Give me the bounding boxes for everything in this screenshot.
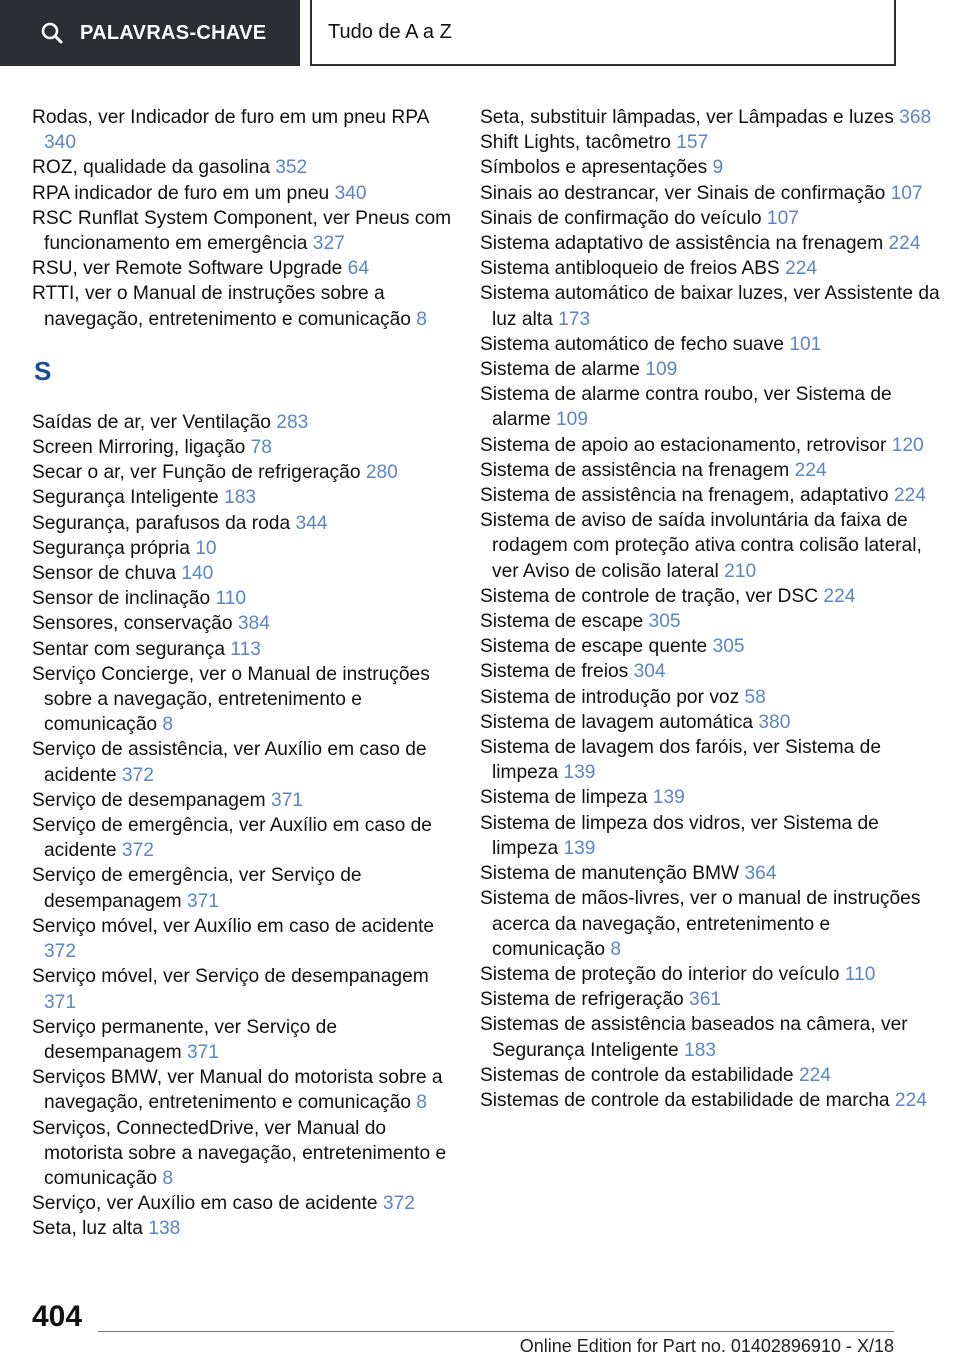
page-link[interactable]: 78 [250, 437, 272, 459]
index-entry [32, 586, 452, 611]
page-link[interactable]: 352 [275, 157, 308, 179]
index-entry-text: Sistema de introdução por voz [480, 686, 740, 708]
page-link[interactable]: 283 [276, 411, 309, 433]
page-link[interactable]: 138 [148, 1218, 181, 1240]
index-entry-text: RSC Runflat System Component, ver Pneus com funcionamento em emergência [32, 207, 452, 255]
page-link[interactable]: 140 [181, 563, 214, 585]
section-letter: S [34, 355, 52, 386]
page-link[interactable]: 372 [382, 1193, 415, 1215]
page-link[interactable]: 224 [798, 1064, 831, 1086]
page-link[interactable]: 224 [823, 585, 856, 607]
page-link[interactable]: 9 [712, 157, 724, 179]
index-entry [32, 105, 452, 155]
index-entry-text: Sistema automático de fecho suave [480, 333, 784, 355]
index-entry-text: Serviço de assistência, ver Auxílio em caso de acidente [32, 739, 427, 786]
index-entry-text: Sistema de apoio ao estacionamento, retrovisor [480, 434, 887, 456]
index-entry [32, 511, 452, 536]
index-entry [32, 536, 452, 561]
page-link[interactable]: 361 [689, 989, 722, 1011]
index-entry [480, 458, 940, 483]
index-entry [480, 231, 940, 256]
page-link[interactable]: 372 [121, 840, 154, 862]
index-entry [32, 1191, 452, 1216]
page-link[interactable]: 107 [766, 207, 799, 229]
index-entry [32, 1216, 452, 1241]
index-entry-text: Sistema de limpeza [480, 787, 648, 809]
search-icon [40, 21, 64, 45]
index-entry-text: RTTI, ver o Manual de instruções sobre a navegação, entretenimento e comunicação [32, 283, 411, 330]
index-entry-text: Serviço de emergência, ver Serviço de desempanagem [32, 865, 362, 912]
page-link[interactable]: 139 [652, 787, 685, 809]
index-entry [32, 914, 452, 964]
page-link[interactable]: 8 [162, 714, 174, 736]
page-link[interactable]: 380 [758, 711, 791, 733]
index-entry [480, 357, 940, 382]
page-link[interactable]: 8 [416, 308, 427, 330]
index-entry-text: Sinais de confirmação do veículo [480, 207, 762, 229]
index-entry [32, 863, 452, 913]
page-link[interactable]: 8 [162, 1167, 174, 1189]
index-entry-text: Serviço de desempanagem [32, 789, 266, 811]
page-link[interactable]: 58 [744, 686, 766, 708]
index-entry [32, 485, 452, 510]
index-entry-text: Sistema de mãos-livres, ver o manual de instruções acerca da navegação, entretenimento e comunicação [480, 888, 921, 960]
page-link[interactable]: 8 [416, 1092, 427, 1114]
page-link[interactable]: 139 [563, 762, 596, 784]
index-entry-text: Serviço permanente, ver Serviço de desempanagem [32, 1016, 338, 1063]
index-entry [32, 435, 452, 460]
index-entry [32, 637, 452, 662]
index-entry [480, 105, 940, 130]
index-entry-text: Screen Mirroring, ligação [32, 437, 246, 459]
index-entry-text: Serviço móvel, ver Auxílio em caso de acidente [32, 915, 435, 937]
index-entry-text: Sistema de freios [480, 661, 629, 683]
index-entry-text: Sensor de chuva [32, 563, 176, 585]
index-entry-text: RPA indicador de furo em um pneu [32, 182, 330, 204]
index-entry-text: Símbolos e apresentações [480, 157, 708, 179]
page-link[interactable]: 173 [558, 308, 591, 330]
index-entry-text: Serviços BMW, ver Manual do motorista sobre a navegação, entretenimento e comunicação [32, 1067, 443, 1114]
index-entry-text: Serviço de emergência, ver Auxílio em caso de acidente [32, 815, 432, 862]
index-entry [32, 737, 452, 787]
index-entry-text: Rodas, ver Indicador de furo em um pneu RPA [32, 107, 429, 128]
page-link[interactable]: 305 [712, 636, 745, 658]
index-entry [480, 609, 940, 634]
page-link[interactable]: 327 [312, 233, 345, 255]
index-entry [480, 710, 940, 735]
index-entry-text: Saídas de ar, ver Ventilação [32, 411, 271, 433]
index-column-left [32, 105, 452, 1242]
page-link[interactable]: 8 [610, 938, 622, 960]
page-link[interactable]: 371 [270, 789, 303, 811]
index-entry [480, 735, 940, 785]
index-entry [480, 181, 940, 206]
index-entry-text: Serviço, ver Auxílio em caso de acidente [32, 1193, 378, 1215]
index-entry-text: Sistema automático de baixar luzes, ver Assistente da luz alta [480, 283, 940, 330]
index-entry [32, 256, 452, 281]
index-entry-text: Sistema antibloqueio de freios ABS [480, 258, 780, 280]
page-link[interactable]: 304 [633, 661, 666, 683]
page-link[interactable]: 372 [121, 764, 154, 786]
page-number: 404 [32, 1300, 83, 1333]
page-link[interactable]: 224 [785, 258, 818, 280]
index-entry [480, 256, 940, 281]
page-link[interactable]: 344 [295, 512, 328, 534]
index-entry-text: Sensores, conservação [32, 613, 233, 635]
index-entry [32, 662, 452, 738]
index-entry [32, 611, 452, 636]
page-link[interactable]: 10 [195, 537, 217, 559]
page-link[interactable]: 384 [237, 613, 270, 635]
page-link[interactable]: 139 [563, 837, 596, 859]
index-entry-text: Segurança, parafusos da roda [32, 512, 291, 534]
index-entry [480, 785, 940, 810]
page-link[interactable]: 109 [556, 409, 589, 431]
index-entry [480, 1063, 940, 1088]
index-entry-text: Shift Lights, tacômetro [480, 132, 671, 154]
page-link[interactable]: 183 [684, 1039, 717, 1061]
page-link[interactable]: 371 [44, 991, 77, 1013]
edition-footer: Online Edition for Part no. 01402896910 - X/18 [519, 1336, 894, 1356]
index-entry [480, 155, 940, 180]
index-entry-text: Sistema de lavagem dos faróis, ver Sistema de limpeza [480, 737, 881, 784]
index-entry [480, 483, 940, 508]
index-entry [480, 508, 940, 584]
page-link[interactable]: 224 [893, 485, 926, 507]
keywords-tab[interactable] [0, 0, 300, 66]
index-entry-text: Sistema de escape quente [480, 636, 708, 658]
index-entry [480, 584, 940, 609]
index-entry-text: Sistema de alarme contra roubo, ver Sistema de alarme [480, 384, 892, 431]
index-entry-text: Serviço móvel, ver Serviço de desempanagem [32, 966, 429, 988]
index-entry [32, 561, 452, 586]
index-entry-text: Segurança própria [32, 537, 190, 559]
page-link[interactable]: 183 [224, 487, 257, 509]
page-link[interactable]: 368 [899, 107, 932, 128]
index-entry [480, 685, 940, 710]
index-entry [480, 206, 940, 231]
keywords-tab-label: PALAVRAS-CHAVE [80, 21, 267, 44]
az-index-tab-label: Tudo de A a Z [328, 20, 452, 43]
index-entry [32, 813, 452, 863]
index-entry [480, 1012, 940, 1062]
index-entry [480, 811, 940, 861]
index-entry-text: Sistema adaptativo de assistência na frenagem [480, 233, 884, 255]
page-link[interactable]: 113 [230, 638, 261, 660]
index-entry [32, 964, 452, 1014]
index-entry [480, 332, 940, 357]
index-entry-text: Serviço Concierge, ver o Manual de instruções sobre a navegação, entretenimento e comunicação [32, 663, 430, 736]
index-entry-text: Sistema de assistência na frenagem, adaptativo [480, 485, 889, 507]
page-link[interactable]: 101 [789, 333, 822, 355]
index-entry [480, 382, 940, 432]
index-entry-text: Secar o ar, ver Função de refrigeração [32, 462, 361, 484]
index-entry-text: Sistema de alarme [480, 359, 640, 381]
index-entry [32, 788, 452, 813]
index-entry-text: Sistema de lavagem automática [480, 711, 754, 733]
page-link[interactable]: 224 [894, 1089, 927, 1111]
index-entry-text: Sinais ao destrancar, ver Sinais de confirmação [480, 182, 886, 204]
index-entry-text: Segurança Inteligente [32, 487, 219, 509]
index-entry-text: ROZ, qualidade da gasolina [32, 157, 270, 179]
index-entry [32, 460, 452, 485]
index-entry-text: Sistema de escape [480, 611, 644, 633]
page-link[interactable]: 371 [186, 890, 219, 912]
index-entry [480, 861, 940, 886]
page-link[interactable]: 305 [648, 611, 681, 633]
index-entry-text: Sistemas de assistência baseados na câmera, ver Segurança Inteligente [480, 1014, 908, 1061]
index-entry-text: RSU, ver Remote Software Upgrade [32, 258, 343, 280]
index-entry [32, 281, 452, 331]
index-entry-text: Serviços, ConnectedDrive, ver Manual do motorista sobre a navegação, entretenimento e comunicação [32, 1117, 447, 1189]
index-entry-text: Sistema de aviso de saída involuntária da faixa de rodagem com proteção ativa contra colisão lateral, ver Aviso de colisão lateral [480, 510, 922, 582]
index-entry [32, 1065, 452, 1115]
index-entry-text: Seta, substituir lâmpadas, ver Lâmpadas e luzes [480, 107, 894, 128]
index-entry-text: Seta, luz alta [32, 1218, 143, 1240]
header [0, 0, 960, 66]
index-entry-text: Sentar com segurança [32, 638, 226, 660]
page-link[interactable]: 371 [186, 1041, 219, 1063]
index-entry-text: Sistema de limpeza dos vidros, ver Sistema de limpeza [480, 812, 879, 859]
index-entry [480, 659, 940, 684]
index-entry [480, 987, 940, 1012]
index-column-right [480, 105, 940, 1113]
index-entry [480, 634, 940, 659]
index-entry-text: Sistemas de controle da estabilidade [480, 1064, 794, 1086]
page-link[interactable]: 110 [844, 963, 876, 985]
index-entry [32, 155, 452, 180]
index-entry [480, 962, 940, 987]
page-link[interactable]: 224 [888, 233, 921, 255]
index-entry [32, 181, 452, 206]
index-entry [32, 410, 452, 435]
index-entry-text: Sistema de manutenção BMW [480, 863, 740, 885]
index-entry [32, 206, 452, 256]
index-entry [480, 433, 940, 458]
index-entry-text: Sistema de assistência na frenagem [480, 459, 790, 481]
index-entry-text: Sistema de proteção do interior do veículo [480, 963, 840, 985]
page-link[interactable]: 120 [891, 434, 924, 456]
page-link[interactable]: 224 [794, 459, 827, 481]
page-link[interactable]: 157 [676, 132, 709, 154]
index-entry-text: Sistema de refrigeração [480, 989, 684, 1011]
az-index-tab[interactable] [310, 0, 896, 66]
index-entry [32, 1015, 452, 1065]
page-link[interactable]: 340 [334, 182, 367, 204]
page-link[interactable]: 64 [347, 258, 370, 280]
page-link[interactable]: 210 [724, 560, 757, 582]
page-link[interactable]: 280 [365, 462, 398, 484]
page-link[interactable]: 107 [890, 182, 923, 204]
page-link[interactable]: 340 [44, 132, 77, 154]
page-link[interactable]: 372 [44, 941, 77, 963]
index-entry [480, 281, 940, 331]
index-entry [32, 1116, 452, 1192]
index-entry-text: Sistemas de controle da estabilidade de marcha [480, 1089, 890, 1111]
page-link[interactable]: 110 [215, 588, 247, 610]
page-link[interactable]: 109 [645, 359, 678, 381]
index-entry-text: Sensor de inclinação [32, 588, 211, 610]
index-entry-text: Sistema de controle de tração, ver DSC [480, 585, 819, 607]
index-entry [480, 886, 940, 962]
index-entry [480, 130, 940, 155]
index-entry [480, 1088, 940, 1113]
footer-divider [98, 1331, 894, 1332]
page-link[interactable]: 364 [744, 863, 777, 885]
